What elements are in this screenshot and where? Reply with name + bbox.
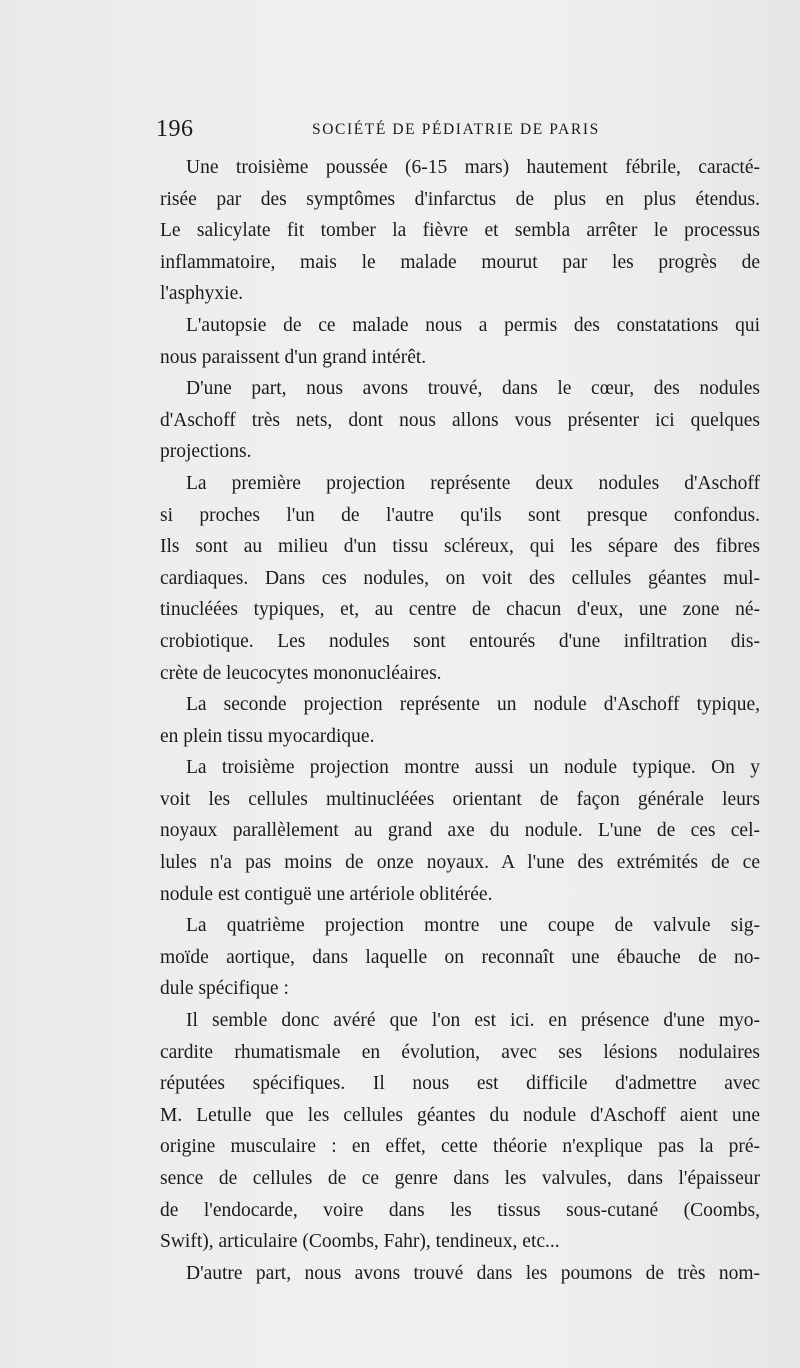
text-line: dule spécifique :: [160, 978, 289, 1000]
text-line: cardiaques. Dans ces nodules, on voit des cellules géantes mul-: [160, 567, 760, 589]
text-line: La troisième projection montre aussi un nodule typique. On y: [186, 757, 760, 779]
text-line: si proches l'un de l'autre qu'ils sont presque confondus.: [160, 504, 760, 526]
page-header: [156, 116, 756, 146]
text-line: de l'endocarde, voire dans les tissus sous-cutané (Coombs,: [160, 1199, 760, 1221]
text-line: D'autre part, nous avons trouvé dans les poumons de très nom-: [186, 1262, 760, 1284]
page-number: 196: [156, 116, 194, 142]
text-line: voit les cellules multinucléées orientant de façon générale leurs: [160, 788, 760, 810]
text-line: lules n'a pas moins de onze noyaux. A l'une des extrémités de ce: [160, 852, 760, 874]
text-line: risée par des symptômes d'infarctus de plus en plus étendus.: [160, 188, 760, 210]
text-line: d'Aschoff très nets, dont nous allons vous présenter ici quelques: [160, 409, 760, 431]
text-line: inflammatoire, mais le malade mourut par les progrès de: [160, 251, 760, 273]
text-line: Le salicylate fit tomber la fièvre et sembla arrêter le processus: [160, 220, 760, 242]
text-line: crobiotique. Les nodules sont entourés d'une infiltration dis-: [160, 630, 760, 652]
text-line: Une troisième poussée (6-15 mars) hautement fébrile, caracté-: [186, 157, 760, 178]
text-line: réputées spécifiques. Il nous est difficile d'admettre avec: [160, 1073, 760, 1095]
text-line: L'autopsie de ce malade nous a permis des constatations qui: [186, 314, 760, 336]
text-line: moïde aortique, dans laquelle on reconnaît une ébauche de no-: [160, 946, 760, 968]
text-line: nodule est contiguë une artériole oblitérée.: [160, 883, 493, 905]
text-line: l'asphyxie.: [160, 283, 244, 305]
text-line: nous paraissent d'un grand intérêt.: [160, 346, 427, 368]
text-line: projections.: [160, 441, 252, 463]
text-line: crète de leucocytes mononucléaires.: [160, 662, 442, 684]
running-title: SOCIÉTÉ DE PÉDIATRIE DE PARIS: [312, 121, 600, 138]
text-line: tinucléées typiques, et, au centre de chacun d'eux, une zone né-: [160, 599, 760, 621]
text-line: origine musculaire : en effet, cette théorie n'explique pas la pré-: [160, 1136, 760, 1158]
text-line: Swift), articulaire (Coombs, Fahr), tendineux, etc...: [160, 1231, 560, 1253]
text-line: en plein tissu myocardique.: [160, 725, 375, 747]
text-line: cardite rhumatismale en évolution, avec ses lésions nodulaires: [160, 1041, 760, 1063]
text-line: noyaux parallèlement au grand axe du nodule. L'une de ces cel-: [160, 820, 760, 842]
text-line: Ils sont au milieu d'un tissu scléreux, qui les sépare des fibres: [160, 536, 760, 558]
text-line: La seconde projection représente un nodule d'Aschoff typique,: [186, 694, 760, 716]
text-line: La première projection représente deux nodules d'Aschoff: [186, 472, 760, 494]
text-line: M. Letulle que les cellules géantes du nodule d'Aschoff aient une: [160, 1104, 760, 1126]
text-line: Il semble donc avéré que l'on est ici. en présence d'une myo-: [186, 1010, 760, 1032]
text-line: sence de cellules de ce genre dans les valvules, dans l'épaisseur: [160, 1168, 760, 1189]
text-line: La quatrième projection montre une coupe de valvule sig-: [186, 915, 760, 937]
body-text: [160, 152, 760, 1289]
text-line: D'une part, nous avons trouvé, dans le cœur, des nodules: [186, 378, 760, 400]
